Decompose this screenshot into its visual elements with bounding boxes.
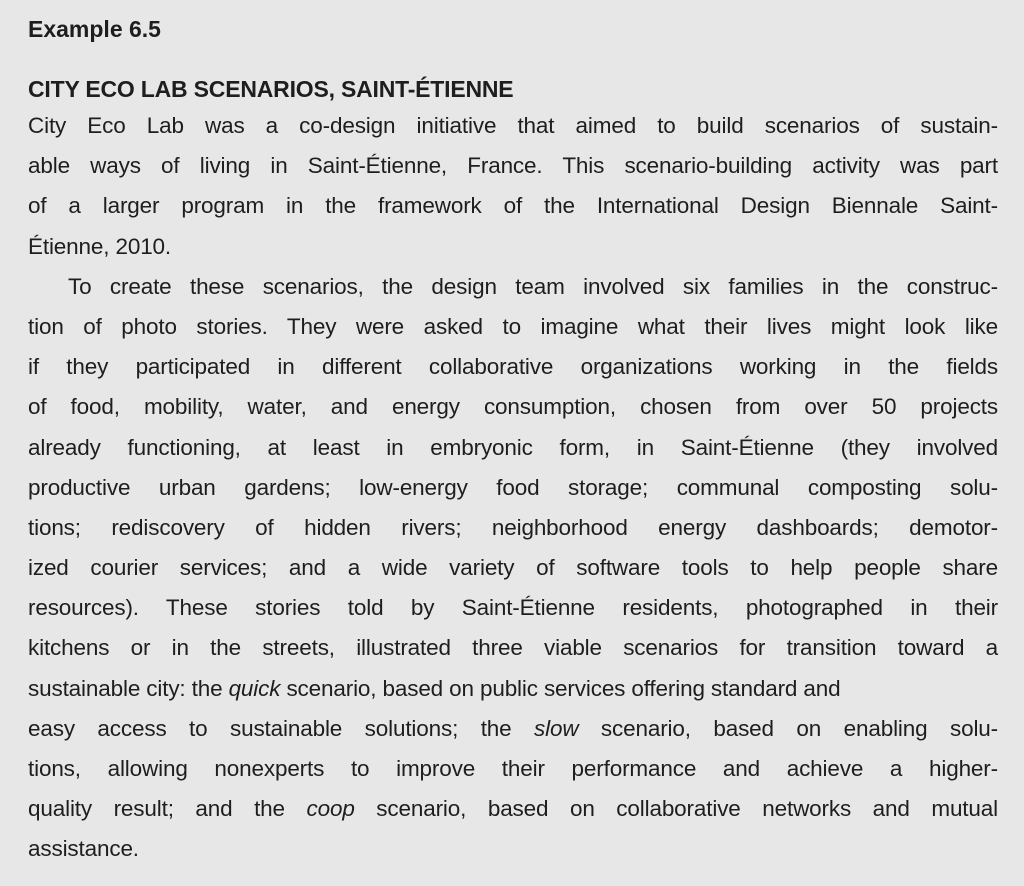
text-run: scenario, based on enabling solu-	[578, 715, 998, 741]
paragraph-line: To create these scenarios, the design team involved six families in the construc-	[68, 273, 998, 299]
paragraph-line: assistance.	[28, 836, 139, 862]
text-run: easy access to sustainable solutions; the	[28, 715, 535, 741]
paragraph-line: ized courier services; and a wide variety of software tools to help people share	[28, 555, 998, 581]
italic-term-slow: slow	[534, 715, 579, 741]
text-run: scenario, based on collaborative networks and mutual	[354, 796, 998, 822]
paragraph-line: of a larger program in the framework of the International Design Biennale Saint-	[28, 193, 998, 219]
section-title: CITY ECO LAB SCENARIOS, SAINT-ÉTIENNE	[28, 76, 514, 102]
paragraph-line: kitchens or in the streets, illustrated three viable scenarios for transition toward a	[28, 635, 998, 661]
paragraph-line: already functioning, at least in embryonic form, in Saint-Étienne (they involved	[28, 434, 998, 460]
paragraph-line: resources). These stories told by Saint-Étienne residents, photographed in their	[28, 595, 998, 621]
paragraph-1	[28, 106, 998, 267]
paragraph-line: if they participated in different collaborative organizations working in the fields	[28, 354, 998, 380]
paragraph-line: City Eco Lab was a co-design initiative that aimed to build scenarios of sustain-	[28, 113, 998, 138]
italic-term-coop: coop	[306, 796, 355, 822]
paragraph-line: Étienne, 2010.	[28, 233, 172, 259]
paragraph-line: productive urban gardens; low-energy food storage; communal composting solu-	[28, 474, 998, 500]
text-run: sustainable city: the	[28, 675, 229, 701]
italic-term-quick: quick	[228, 675, 281, 701]
paragraph-line-quick	[28, 669, 998, 709]
paragraph-line: tion of photo stories. They were asked to imagine what their lives might look like	[28, 313, 998, 339]
example-label: Example 6.5	[28, 16, 161, 42]
paragraph-line: able ways of living in Saint-Étienne, France. This scenario-building activity was part	[28, 153, 998, 179]
paragraph-line: of food, mobility, water, and energy consumption, chosen from over 50 projects	[28, 394, 998, 420]
paragraph-2	[28, 267, 998, 870]
paragraph-line: tions, allowing nonexperts to improve their performance and achieve a higher-	[28, 756, 998, 781]
paragraph-line-slow	[28, 709, 998, 749]
paragraph-line: tions; rediscovery of hidden rivers; neighborhood energy dashboards; demotor-	[28, 514, 998, 540]
text-run: quality result; and the	[28, 796, 307, 822]
text-run: scenario, based on public services offering standard and	[280, 675, 841, 701]
paragraph-line-coop	[28, 789, 998, 829]
